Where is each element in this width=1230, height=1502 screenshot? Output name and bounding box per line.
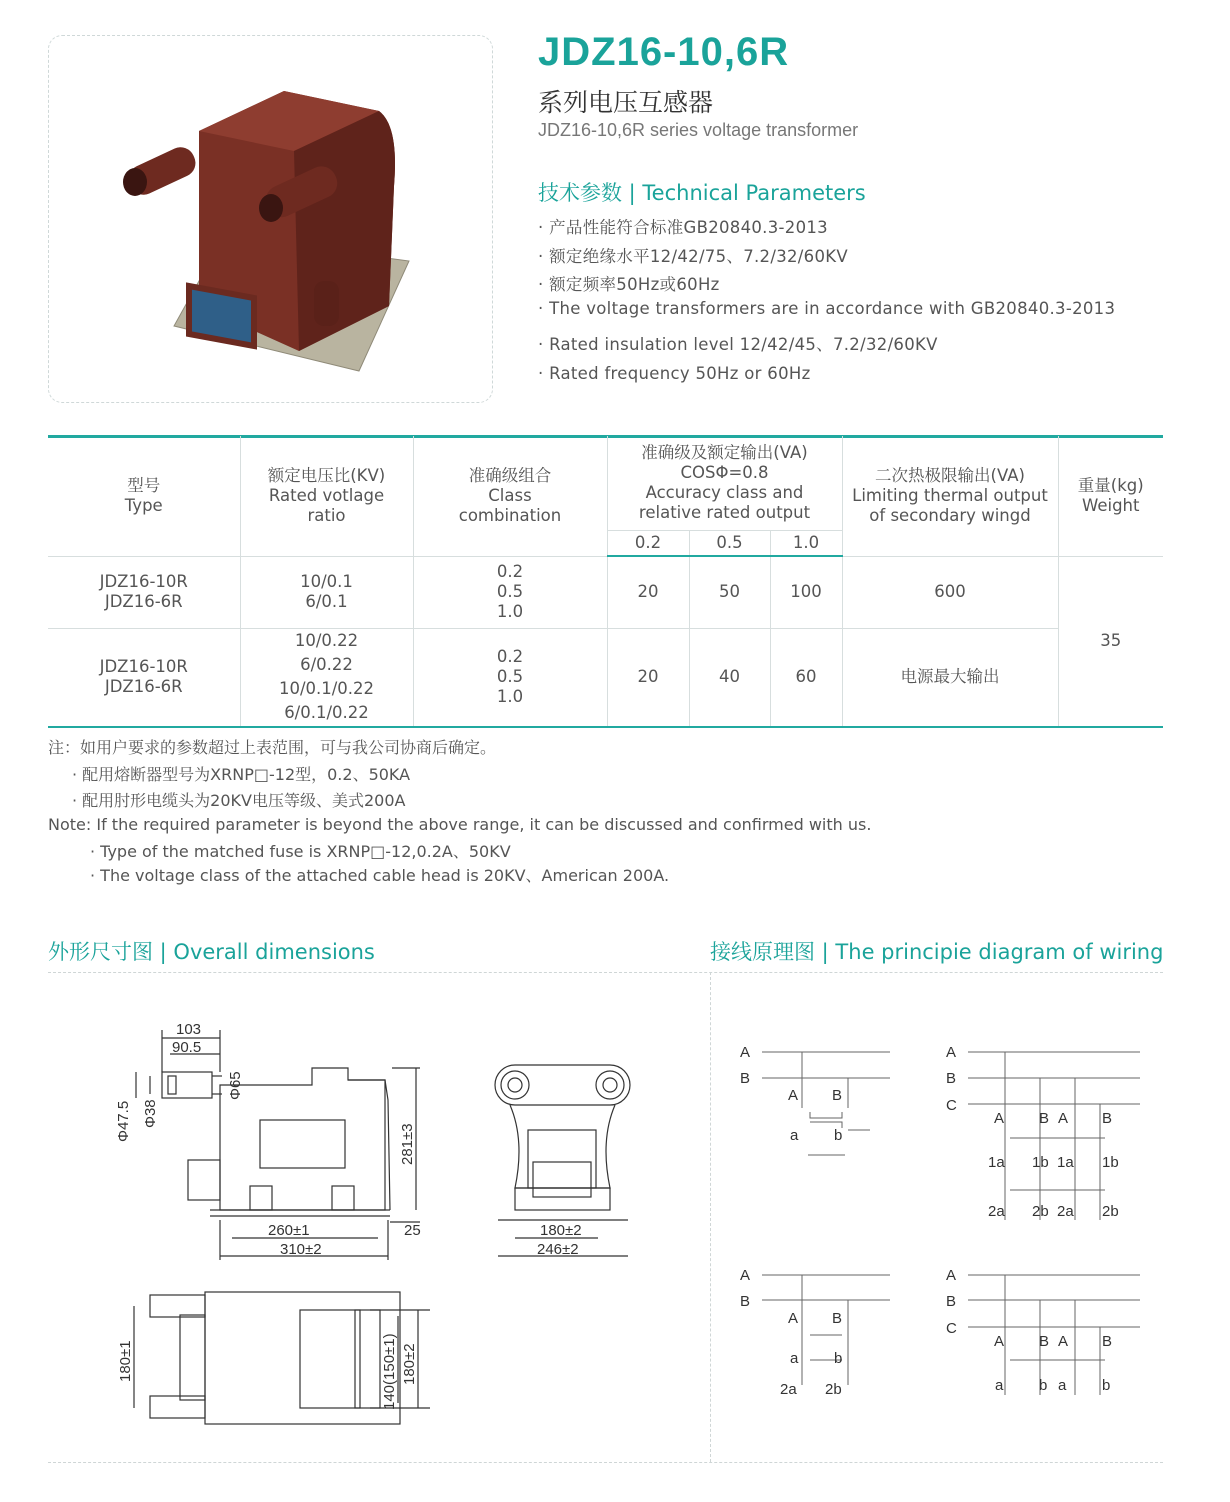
coil-label-2a: 2a [780, 1381, 797, 1398]
header-output-10: 1.0 [770, 530, 842, 556]
coil-label-2b: 2b [1032, 1203, 1049, 1220]
wire-label-A: A [946, 1044, 957, 1061]
header-weight: 重量(kg) Weight [1058, 436, 1163, 556]
wire-label-C: C [946, 1097, 957, 1114]
cell-type: JDZ16-10R JDZ16-6R [48, 628, 240, 726]
cell-out-02: 20 [607, 556, 689, 628]
coil-label-1b: 1b [1032, 1154, 1049, 1171]
coil-label-a: a [995, 1377, 1004, 1394]
cell-thermal: 电源最大输出 [842, 628, 1058, 726]
spec-item: · 额定绝缘水平12/42/75、7.2/32/60KV [538, 247, 848, 266]
dim-180-1: 180±1 [117, 1340, 134, 1382]
dim-180-2-side: 180±2 [540, 1222, 582, 1239]
cell-class: 0.2 0.5 1.0 [413, 628, 607, 726]
coil-label-1a: 1a [988, 1154, 1005, 1171]
cell-out-10: 100 [770, 556, 842, 628]
header-class: 准确级组合 Class combination [413, 436, 607, 556]
section-divider [48, 972, 1163, 973]
coil-label-2a: 2a [988, 1203, 1005, 1220]
coil-label-B: B [1102, 1333, 1113, 1350]
header-output-02: 0.2 [607, 530, 689, 556]
dim-phi-65: Φ65 [227, 1071, 244, 1100]
coil-label-A: A [788, 1310, 799, 1327]
spec-item: · 产品性能符合标准GB20840.3-2013 [538, 218, 828, 237]
product-photo [49, 36, 492, 402]
table-row [48, 628, 1163, 726]
spec-item: · Rated frequency 50Hz or 60Hz [538, 364, 811, 383]
coil-label-b: b [834, 1350, 843, 1367]
cell-weight: 35 [1058, 556, 1163, 726]
coil-label-A: A [994, 1333, 1005, 1350]
coil-label-1b: 1b [1102, 1154, 1119, 1171]
wire-label-A: A [740, 1267, 751, 1284]
note-line: · 配用肘形电缆头为20KV电压等级、美式200A [72, 791, 406, 810]
wire-label-B: B [946, 1070, 957, 1087]
technical-parameters-heading: 技术参数 | Technical Parameters [538, 181, 866, 205]
dimension-drawings [100, 1010, 660, 1450]
dim-140: 140(150±1) [381, 1333, 398, 1410]
cell-ratio: 10/0.22 6/0.22 10/0.1/0.22 6/0.1/0.22 [240, 628, 413, 726]
cell-out-05: 40 [689, 628, 770, 726]
coil-label-B: B [1102, 1110, 1113, 1127]
coil-label-B: B [1039, 1333, 1050, 1350]
coil-label-B: B [832, 1310, 843, 1327]
coil-label-b: b [834, 1127, 843, 1144]
coil-label-a: a [1058, 1377, 1067, 1394]
cell-out-02: 20 [607, 628, 689, 726]
parameter-table [48, 436, 1163, 727]
coil-label-2b: 2b [825, 1381, 842, 1398]
product-photo-frame [48, 35, 493, 403]
product-subtitle-en: JDZ16-10,6R series voltage transformer [538, 120, 859, 140]
cell-out-05: 50 [689, 556, 770, 628]
header-output-05: 0.5 [689, 530, 770, 556]
dimensions-heading: 外形尺寸图 | Overall dimensions [48, 940, 375, 964]
product-title: JDZ16-10,6R [538, 30, 790, 74]
section-divider-vertical [710, 972, 711, 1462]
section-divider [48, 1462, 1163, 1463]
coil-label-B: B [1039, 1110, 1050, 1127]
wiring-heading: 接线原理图 | The principie diagram of wiring [710, 940, 1164, 964]
product-subtitle-cn: 系列电压互感器 [538, 88, 714, 117]
coil-label-b: b [1102, 1377, 1111, 1394]
spec-item: · The voltage transformers are in accordance with GB20840.3-2013 [538, 299, 1116, 318]
dim-310: 310±2 [280, 1241, 322, 1258]
spec-item: · Rated insulation level 12/42/45、7.2/32/60KV [538, 335, 938, 354]
wire-label-A: A [946, 1267, 957, 1284]
table-bottom-rule [48, 726, 1163, 728]
coil-label-A: A [1058, 1333, 1069, 1350]
dim-281: 281±3 [399, 1123, 416, 1165]
cell-ratio: 10/0.1 6/0.1 [240, 556, 413, 628]
coil-label-2a: 2a [1057, 1203, 1074, 1220]
cell-type: JDZ16-10R JDZ16-6R [48, 556, 240, 628]
coil-label-b: b [1039, 1377, 1048, 1394]
dim-25: 25 [404, 1222, 421, 1239]
wire-label-B: B [740, 1293, 751, 1310]
coil-label-A: A [788, 1087, 799, 1104]
cell-class: 0.2 0.5 1.0 [413, 556, 607, 628]
dim-260: 260±1 [268, 1222, 310, 1239]
dim-90-5: 90.5 [172, 1039, 202, 1056]
coil-label-A: A [1058, 1110, 1069, 1127]
cell-thermal: 600 [842, 556, 1058, 628]
spec-item: · 额定频率50Hz或60Hz [538, 275, 720, 294]
wire-label-B: B [946, 1293, 957, 1310]
coil-label-A: A [994, 1110, 1005, 1127]
coil-label-a: a [790, 1350, 799, 1367]
dim-phi-47-5: Φ47.5 [115, 1100, 132, 1142]
coil-label-2b: 2b [1102, 1203, 1119, 1220]
cell-out-10: 60 [770, 628, 842, 726]
header-thermal: 二次热极限输出(VA) Limiting thermal output of secondary wingd [842, 436, 1058, 556]
coil-label-1a: 1a [1057, 1154, 1074, 1171]
header-ratio: 额定电压比(KV) Rated votlage ratio [240, 436, 413, 556]
note-line: · 配用熔断器型号为XRNP□-12型，0.2、50KA [72, 765, 411, 784]
note-line: 注：如用户要求的参数超过上表范围，可与我公司协商后确定。 [48, 738, 497, 757]
note-line: · Type of the matched fuse is XRNP□-12,0.2A、50KV [90, 842, 511, 861]
dim-103: 103 [176, 1021, 202, 1038]
coil-label-a: a [790, 1127, 799, 1144]
note-line: Note: If the required parameter is beyond the above range, it can be discussed and confirmed with us. [48, 815, 872, 834]
wiring-diagrams [730, 1030, 1150, 1425]
dim-246: 246±2 [537, 1241, 579, 1258]
wire-label-A: A [740, 1044, 751, 1061]
table-row [48, 556, 1163, 628]
wire-label-C: C [946, 1320, 957, 1337]
coil-label-B: B [832, 1087, 843, 1104]
header-output: 准确级及额定输出(VA) COSΦ=0.8 Accuracy class and relative rated output [607, 436, 842, 530]
wire-label-B: B [740, 1070, 751, 1087]
header-type: 型号 Type [48, 436, 240, 556]
dim-180-2-top: 180±2 [401, 1343, 418, 1385]
note-line: · The voltage class of the attached cable head is 20KV、American 200A. [90, 866, 670, 885]
dim-phi-38: Φ38 [142, 1099, 159, 1128]
